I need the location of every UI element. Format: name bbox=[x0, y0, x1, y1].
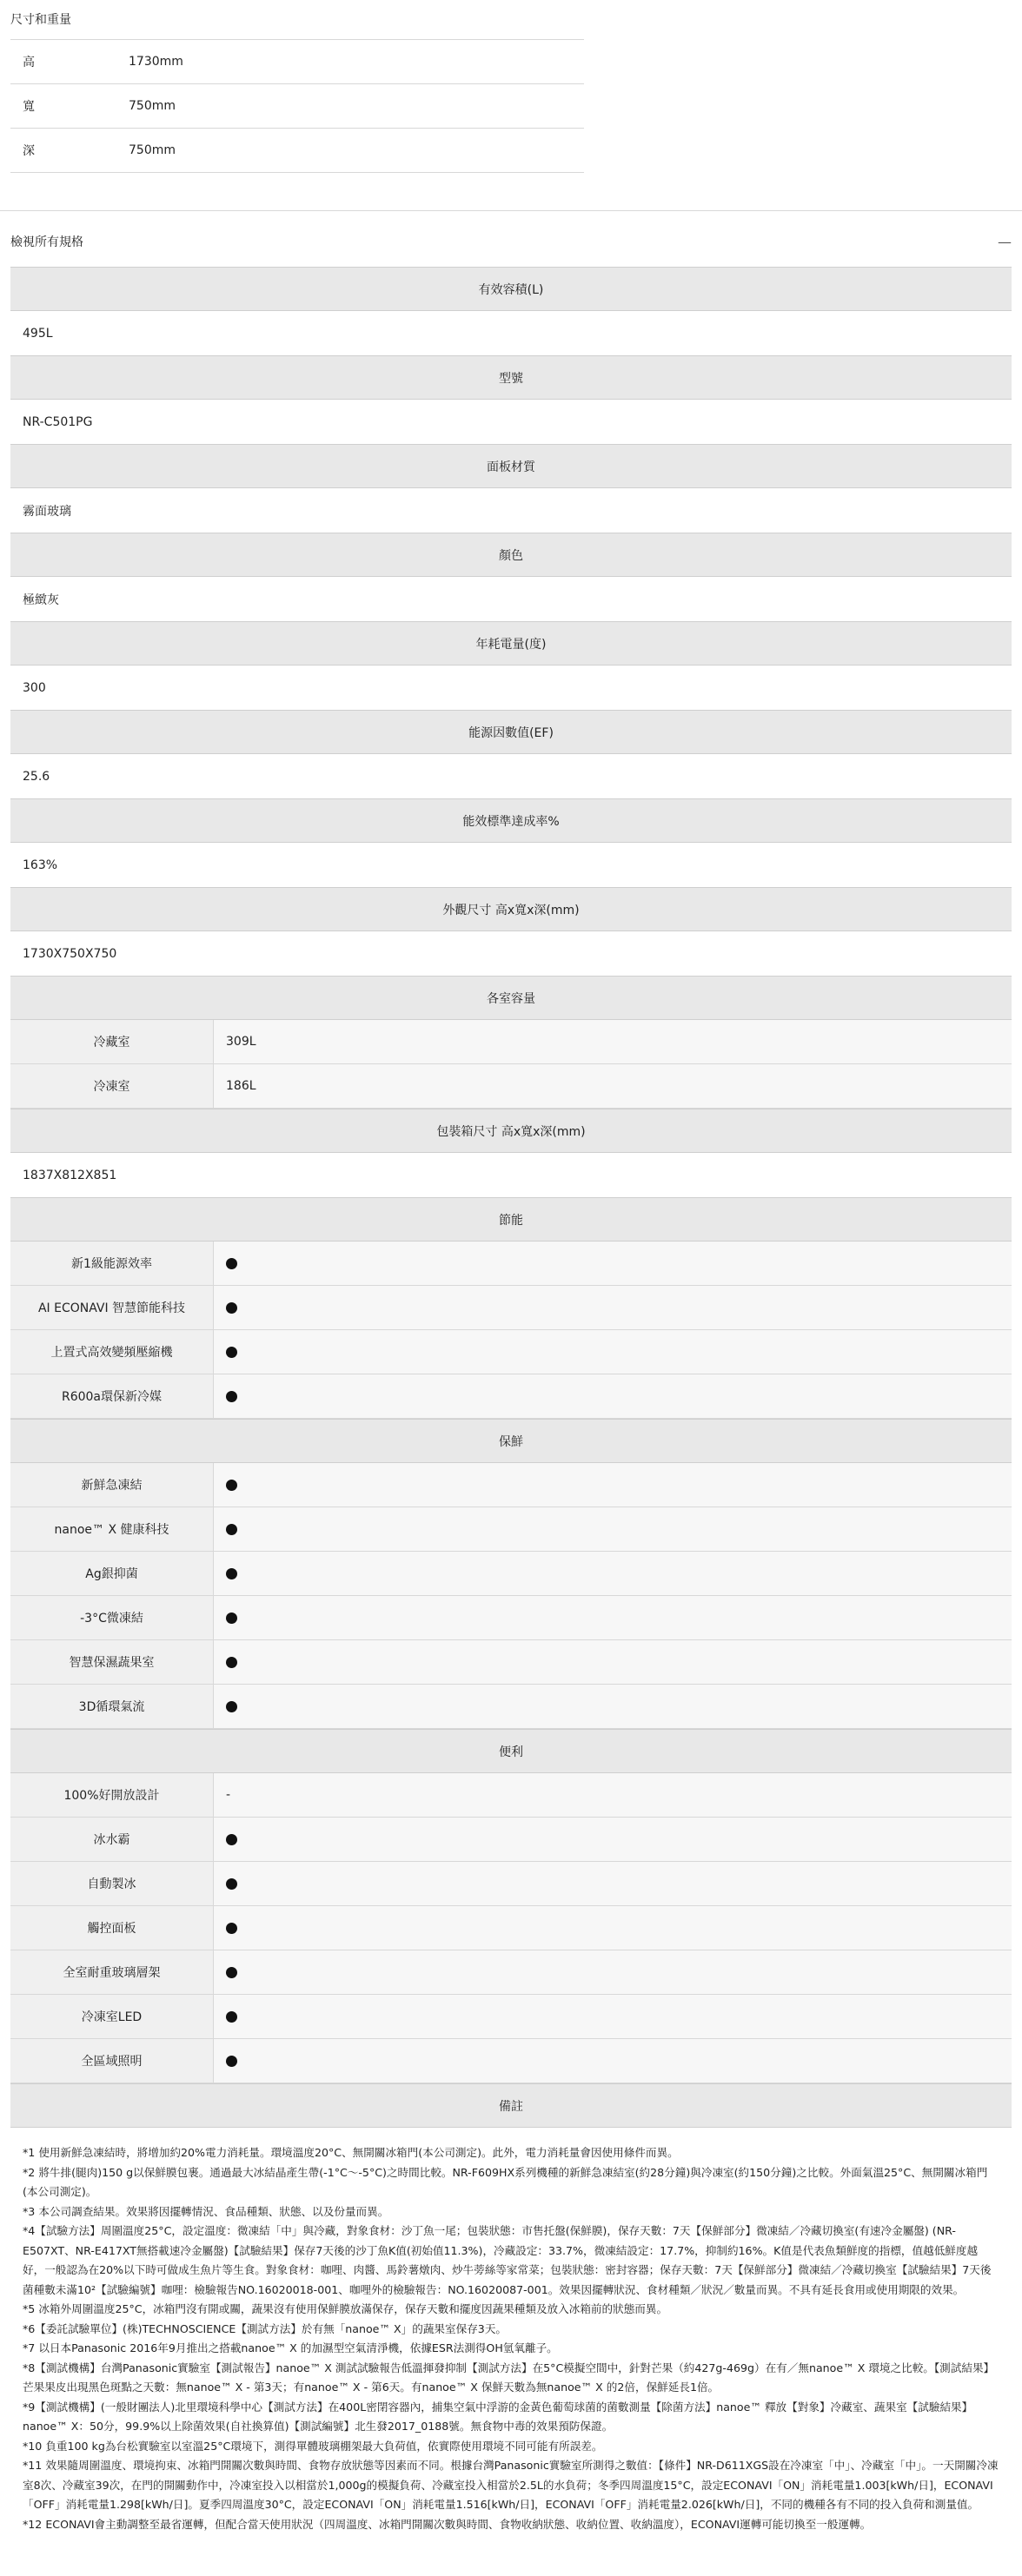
feature-dot-icon bbox=[226, 1612, 237, 1624]
note-item: *3 本公司調查結果。效果將因擺轉情況、食品種類、狀態、以及份量而異。 bbox=[23, 2204, 389, 2218]
spec-row bbox=[10, 1242, 1012, 1286]
feature-dot-icon bbox=[226, 1258, 237, 1269]
spec-header-rate: 能效標準達成率% bbox=[10, 798, 1012, 843]
dimension-row-depth bbox=[10, 129, 584, 173]
note-item: *12 ECONAVI會主動調整至最省運轉，但配合當天使用狀況（四周溫度、冰箱門開關次數與時間、食物收納狀態、收納位置、收納溫度），ECONAVI運轉可能切換至一般運轉。 bbox=[23, 2517, 872, 2531]
spec-header-convenience: 便利 bbox=[10, 1729, 1012, 1773]
note-item: *2 將牛排(腿肉)150 g以保鮮膜包裹。通過最大冰結晶產生帶(-1°C〜-5°C)之時間比較。NR-F609HX系列機種的新鮮急凍結室(約28分鐘)與冷凍室(約150分鐘)之比較。外面氣溫25°C、無開關冰箱門(本公司測定)。 bbox=[23, 2165, 988, 2198]
spec-value-capacity: 495L bbox=[10, 311, 1012, 355]
dimensions-section bbox=[10, 0, 584, 173]
feature-dot-icon bbox=[226, 2056, 237, 2067]
feature-dot-icon bbox=[226, 1878, 237, 1890]
feature-dot-icon bbox=[226, 1657, 237, 1668]
feature-dot-icon bbox=[226, 1923, 237, 1934]
dimension-value: 750mm bbox=[129, 99, 176, 113]
spec-value-power: 300 bbox=[10, 666, 1012, 710]
spec-value-pack: 1837X812X851 bbox=[10, 1153, 1012, 1197]
spec-header-energy: 節能 bbox=[10, 1197, 1012, 1242]
note-item: *5 冰箱外周圍溫度25°C，冰箱門沒有開或關，蔬果沒有使用保鮮膜放滿保存，保存天數和擺度因蔬果種類及放入冰箱前的狀態而異。 bbox=[23, 2302, 668, 2315]
spec-row-value: - bbox=[214, 1773, 1012, 1817]
spec-row bbox=[10, 1507, 1012, 1552]
spec-row bbox=[10, 1862, 1012, 1906]
spec-header-remarks: 備註 bbox=[10, 2083, 1012, 2128]
spec-row-label: 冰水霸 bbox=[10, 1818, 214, 1861]
spec-row-label: nanoe™ X 健康科技 bbox=[10, 1507, 214, 1551]
spec-row-label: 全室耐重玻璃層架 bbox=[10, 1950, 214, 1994]
spec-row bbox=[10, 1640, 1012, 1685]
dimension-value: 750mm bbox=[129, 143, 176, 157]
dimensions-title: 尺寸和重量 bbox=[10, 0, 584, 40]
spec-row bbox=[10, 1020, 1012, 1064]
dimension-value: 1730mm bbox=[129, 55, 183, 69]
spec-row bbox=[10, 1330, 1012, 1374]
feature-dot-icon bbox=[226, 1391, 237, 1402]
spec-row bbox=[10, 1463, 1012, 1507]
view-all-specs-label: 檢視所有規格 bbox=[10, 235, 83, 249]
feature-dot-icon bbox=[226, 1834, 237, 1845]
spec-row bbox=[10, 1773, 1012, 1818]
spec-row bbox=[10, 1286, 1012, 1330]
spec-row bbox=[10, 1552, 1012, 1596]
spec-value-size: 1730X750X750 bbox=[10, 931, 1012, 976]
spec-row bbox=[10, 1950, 1012, 1995]
note-item: *7 以日本Panasonic 2016年9月推出之搭載nanoe™ X 的加濕型空氣清淨機，依據ESR法測得OH氫氧離子。 bbox=[23, 2341, 558, 2354]
spec-value-panel: 霧面玻璃 bbox=[10, 488, 1012, 533]
note-item: *11 效果隨周圍溫度、環境拘束、冰箱門開關次數與時間、食物存放狀態等因素而不同。根據台灣Panasonic實驗室所測得之數值：【條件】NR-D611XGS設在冷凍室「中」、冷藏室「中」。一天開關冷凍室8次、冷藏室39次，在門的開關動作中，冷凍室投入以相當於1,000g的模擬負荷、冷藏室投入相當於2.5L的水負荷；冬季四周溫度15°C，設定ECONAVI「ON」消耗電量1.003[kWh/日]，ECONAVI「OFF」消耗電量1.298[kWh/日]。夏季四周溫度30°C，設定ECONAVI「ON」消耗電量1.516[kWh/日]，ECONAVI「OFF」消耗電量2.026[kWh/日]，不同的機種各有不同的投入負荷和測量值。 bbox=[23, 2459, 999, 2511]
spec-row-label: 冷藏室 bbox=[10, 1020, 214, 1063]
feature-dot-icon bbox=[226, 1302, 237, 1314]
spec-row-label: 新1級能源效率 bbox=[10, 1242, 214, 1285]
spec-value-model: NR-C501PG bbox=[10, 400, 1012, 444]
spec-value-color: 極緻灰 bbox=[10, 577, 1012, 621]
spec-header-size: 外觀尺寸 高x寬x深(mm) bbox=[10, 887, 1012, 931]
spec-row bbox=[10, 1818, 1012, 1862]
spec-row-label: 智慧保濕蔬果室 bbox=[10, 1640, 214, 1684]
feature-dot-icon bbox=[226, 2011, 237, 2023]
spec-table bbox=[10, 267, 1012, 2534]
note-item: *1 使用新鮮急凍結時，將增加約20%電力消耗量。環境溫度20°C、無開關冰箱門(本公司測定)。此外，電力消耗量會因使用條件而異。 bbox=[23, 2146, 679, 2159]
spec-row-label: 100%好開放設計 bbox=[10, 1773, 214, 1817]
feature-dot-icon bbox=[226, 1967, 237, 1978]
spec-row-label: 冷凍室 bbox=[10, 1064, 214, 1108]
note-item: *9【測試機構】(一般財團法人)北里環境科學中心【測試方法】在400L密閉容器內，捕集空氣中浮游的金黃色葡萄球菌的菌數測量【除菌方法】nanoe™ 釋放【對象】冷藏室、蔬果室【試驗結果】nanoe™ X：50分，99.9%以上除菌效果(自社換算值)【測試編號】北生發2017_0188號。無食物中毒的效果預防保證。 bbox=[23, 2400, 973, 2433]
spec-row-label: Ag銀抑菌 bbox=[10, 1552, 214, 1595]
spec-header-capacity: 有效容積(L) bbox=[10, 267, 1012, 311]
spec-value-rate: 163% bbox=[10, 843, 1012, 887]
spec-header-ef: 能源因數值(EF) bbox=[10, 710, 1012, 754]
note-item: *10 負重100 kg為台松實驗室以室溫25°C環境下，測得單體玻璃棚架最大負荷值，依實際使用環境不同可能有所誤差。 bbox=[23, 2439, 603, 2453]
spec-row bbox=[10, 2039, 1012, 2083]
spec-row-label: 上置式高效變頻壓縮機 bbox=[10, 1330, 214, 1374]
note-item: *6【委託試驗單位】(株)TECHNOSCIENCE【測試方法】於有無「nanoe™ X」的蔬果室保存3天。 bbox=[23, 2321, 508, 2335]
spec-row-label: 冷凍室LED bbox=[10, 1995, 214, 2038]
view-all-specs-toggle[interactable] bbox=[10, 224, 1012, 259]
spec-row-value: 186L bbox=[214, 1064, 1012, 1108]
remarks-notes bbox=[10, 2128, 1012, 2534]
spec-row bbox=[10, 1685, 1012, 1729]
spec-header-model: 型號 bbox=[10, 355, 1012, 400]
dimension-row-width bbox=[10, 84, 584, 129]
collapse-icon[interactable]: — bbox=[998, 233, 1012, 250]
feature-dot-icon bbox=[226, 1480, 237, 1491]
spec-value-ef: 25.6 bbox=[10, 754, 1012, 798]
feature-dot-icon bbox=[226, 1347, 237, 1358]
spec-row bbox=[10, 1064, 1012, 1109]
spec-row-label: 新鮮急凍結 bbox=[10, 1463, 214, 1507]
spec-row-label: 觸控面板 bbox=[10, 1906, 214, 1950]
spec-header-panel: 面板材質 bbox=[10, 444, 1012, 488]
note-item: *8【測試機構】台灣Panasonic實驗室【測試報告】nanoe™ X 測試試驗報告低溫揮發抑制【測試方法】在5°C模擬空間中，針對芒果（約427g-469g）在有／無nanoe™ X 環境之比較。【測試結果】芒果果皮出現黑色斑點之天數：無nanoe™ X - 第3天；有nanoe™ X - 第6天。有nanoe™ X 保鮮天數為無nanoe™ X 的2倍，保鮮延長1倍。 bbox=[23, 2361, 995, 2394]
spec-row-label: 3D循環氣流 bbox=[10, 1685, 214, 1728]
spec-row-label: 自動製冰 bbox=[10, 1862, 214, 1905]
feature-dot-icon bbox=[226, 1701, 237, 1712]
spec-row-value: 309L bbox=[214, 1020, 1012, 1063]
spec-header-rooms: 各室容量 bbox=[10, 976, 1012, 1020]
spec-header-color: 顏色 bbox=[10, 533, 1012, 577]
spec-row bbox=[10, 1596, 1012, 1640]
spec-header-fresh: 保鮮 bbox=[10, 1419, 1012, 1463]
section-divider bbox=[0, 210, 1022, 211]
dimension-label: 寬 bbox=[23, 100, 35, 114]
feature-dot-icon bbox=[226, 1568, 237, 1579]
dimension-row-height bbox=[10, 40, 584, 84]
spec-row-label: -3°C微凍結 bbox=[10, 1596, 214, 1639]
spec-row-label: 全區域照明 bbox=[10, 2039, 214, 2083]
spec-row-label: R600a環保新冷媒 bbox=[10, 1374, 214, 1418]
spec-header-pack: 包裝箱尺寸 高x寬x深(mm) bbox=[10, 1109, 1012, 1153]
dimension-label: 高 bbox=[23, 56, 35, 70]
note-item: *4【試驗方法】周圍溫度25°C，設定溫度：微凍結「中」與冷藏，對象食材：沙丁魚一尾；包裝狀態：市售托盤(保鮮膜)，保存天數：7天【保鮮部分】微凍結／冷藏切換室(有速冷金屬盤) (NR-E507XT、NR-E417XT無搭載速冷金屬盤)【試驗結果】保存7天後的沙丁魚K值(初始值11.3%)，冷藏設定：33.7%，微凍結設定：17.7%，抑制約16%。K值是代表魚類鮮度的指標，值越低鮮度越好，一般認為在20%以下時可做成生魚片等生食。對象食材：咖哩、肉醬、馬鈴薯燉肉、炒牛蒡絲等家常菜；包裝狀態：密封容器；保存天數：7天【保鮮部分】微凍結／冷藏切換室【試驗結果】7天後菌種數未滿10²【試驗編號】咖哩：檢驗報告NO.16020018-001、咖哩外的檢驗報告：NO.16020087-001。效果因擺轉狀況、食材種類／狀況／數量而異。不具有延長食用或使用期限的效果。 bbox=[23, 2224, 992, 2296]
spec-row bbox=[10, 1374, 1012, 1419]
dimension-label: 深 bbox=[23, 144, 35, 158]
spec-row bbox=[10, 1906, 1012, 1950]
spec-row bbox=[10, 1995, 1012, 2039]
feature-dot-icon bbox=[226, 1524, 237, 1535]
spec-header-power: 年耗電量(度) bbox=[10, 621, 1012, 666]
spec-row-label: AI ECONAVI 智慧節能科技 bbox=[10, 1286, 214, 1329]
